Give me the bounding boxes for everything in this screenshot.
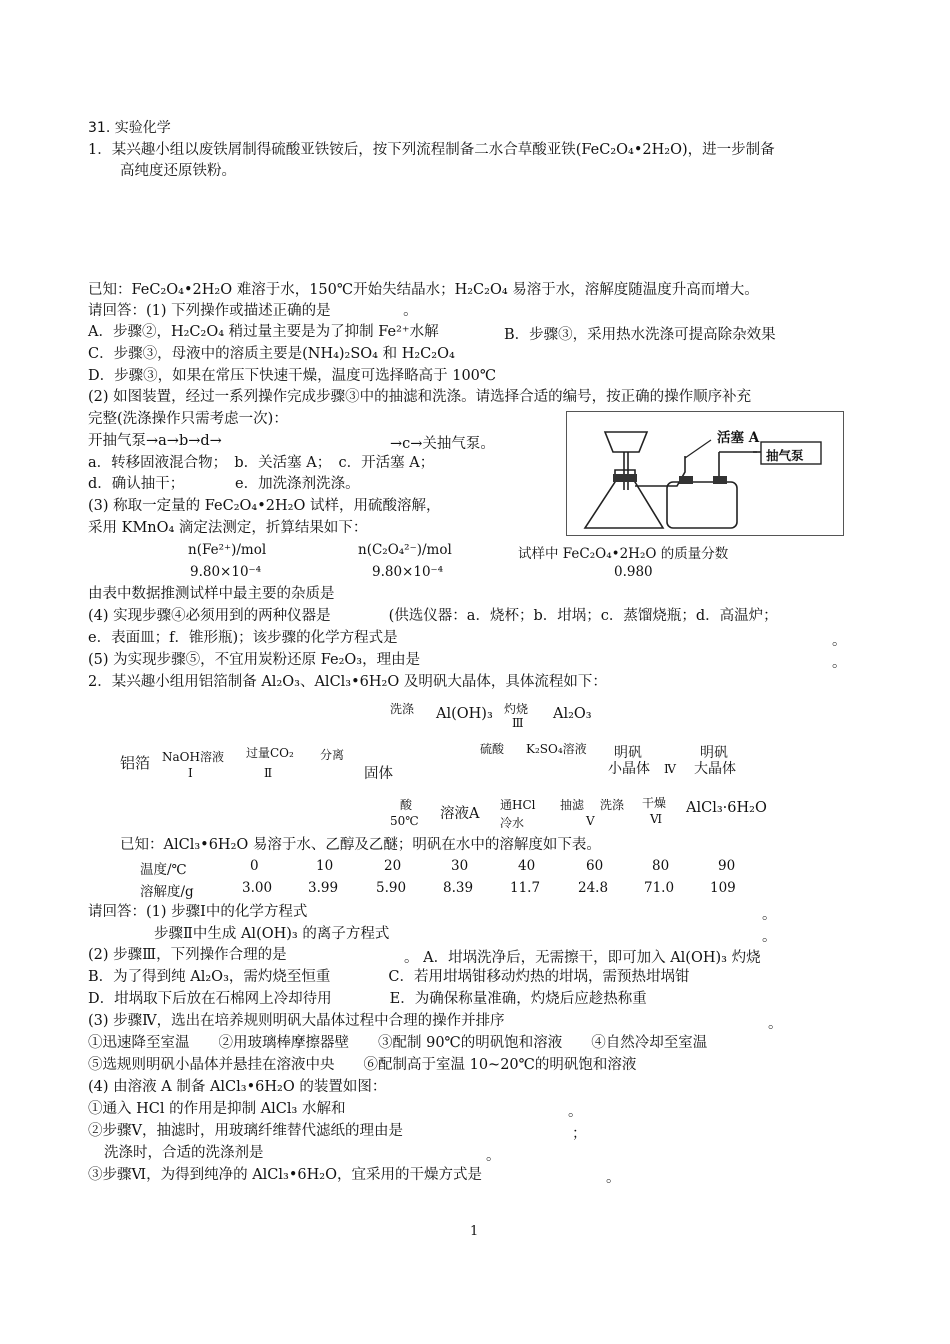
q2-part2-a: (2) 步骤Ⅲ，下列操作合理的是 bbox=[88, 947, 287, 963]
flow-separate: 分离 bbox=[320, 748, 345, 762]
flow-alcl3: AlCl₃·6H₂O bbox=[686, 800, 767, 816]
apparatus-drawing bbox=[567, 412, 843, 535]
flow-50c: 50℃ bbox=[390, 814, 419, 828]
q2-part2-a-option: 。 A．坩埚洗净后，无需擦干，即可加入 Al(OH)₃ 灼烧 bbox=[404, 950, 761, 966]
q2-part4-c-period: 。 bbox=[486, 1148, 501, 1164]
q1-part2-c1: 开抽气泵→a→b→d→ bbox=[88, 433, 222, 449]
flow-step5: Ⅴ bbox=[586, 814, 595, 828]
flow-naoh: NaOH溶液 bbox=[162, 750, 224, 764]
q2-part4: (4) 由溶液 A 制备 AlCl₃•6H₂O 的装置如图： bbox=[88, 1079, 387, 1095]
flow-k2so4: K₂SO₄溶液 bbox=[526, 742, 587, 756]
q1-option-b: B．步骤③，采用热水洗涤可提高除杂效果 bbox=[504, 327, 776, 343]
temperature-cell: 20 bbox=[384, 858, 402, 874]
q2-part4-d-period: 。 bbox=[606, 1170, 621, 1186]
page-number: 1 bbox=[470, 1224, 479, 1239]
flow-al-foil: 铝箔 bbox=[120, 754, 151, 772]
table-value-mass-fraction: 0.980 bbox=[614, 564, 653, 580]
solubility-cell: 5.90 bbox=[376, 880, 407, 896]
temperature-cell: 0 bbox=[250, 858, 259, 874]
table-value-fe: 9.80×10⁻⁴ bbox=[190, 564, 262, 580]
q1-part5-period: 。 bbox=[832, 655, 847, 671]
temperature-cell: 40 bbox=[518, 858, 536, 874]
flow-step6: Ⅵ bbox=[650, 812, 663, 826]
temperature-cell: 60 bbox=[586, 858, 604, 874]
flow-wash2: 洗涤 bbox=[600, 798, 625, 812]
q2-part4-d: ③步骤Ⅵ，为得到纯净的 AlCl₃•6H₂O，宜采用的干燥方式是 bbox=[88, 1167, 482, 1183]
table-value-c2o4: 9.80×10⁻⁴ bbox=[372, 564, 444, 580]
temperature-cell: 90 bbox=[718, 858, 736, 874]
solubility-cell: 109 bbox=[710, 880, 736, 896]
flow-dry: 干燥 bbox=[642, 796, 667, 810]
q1-part2-a: (2) 如图装置，经过一系列操作完成步骤③中的抽滤和洗涤。请选择合适的编号，按正确的操作顺序补充 bbox=[88, 389, 752, 405]
q2-part1-b: 步骤Ⅱ中生成 Al(OH)₃ 的离子方程式 bbox=[154, 926, 390, 942]
q1-part4-b: e．表面皿；f．锥形瓶)；该步骤的化学方程式是 bbox=[88, 630, 398, 646]
q2-part4-a: ①通入 HCl 的作用是抑制 AlCl₃ 水解和 bbox=[88, 1101, 346, 1117]
q2-part1-b-period: 。 bbox=[762, 929, 777, 945]
solubility-temp-label: 温度/℃ bbox=[140, 862, 187, 878]
q1-intro-line1: 1．某兴趣小组以废铁屑制得硫酸亚铁铵后，按下列流程制备二水合草酸亚铁(FeC₂O₄•2H₂O)，进一步制备 bbox=[88, 142, 775, 158]
solubility-cell: 71.0 bbox=[644, 880, 675, 896]
solubility-cell: 3.99 bbox=[308, 880, 339, 896]
table-header-c2o4: n(C₂O₄²⁻)/mol bbox=[358, 542, 452, 558]
flow-solution-a: 溶液A bbox=[440, 806, 480, 822]
flow-step1: Ⅰ bbox=[188, 766, 193, 780]
q1-part2-d: a．转移固液混合物； b．关活塞 A； c．开活塞 A； bbox=[88, 455, 435, 471]
q1-option-c: C．步骤③，母液中的溶质主要是(NH₄)₂SO₄ 和 H₂C₂O₄ bbox=[88, 346, 455, 362]
q2-part3-period: 。 bbox=[768, 1016, 783, 1032]
q2-part4-a-period: 。 bbox=[568, 1104, 583, 1120]
flow-co2: 过量CO₂ bbox=[246, 746, 294, 760]
solubility-cell: 8.39 bbox=[443, 880, 474, 896]
flow-cold-water: 冷水 bbox=[500, 816, 525, 830]
q2-part3-options-1: ①迅速降至室温 ②用玻璃棒摩擦器壁 ③配制 90℃的明矾饱和溶液 ④自然冷却至室温 bbox=[88, 1035, 708, 1051]
flow-h2so4: 硫酸 bbox=[480, 742, 505, 756]
q2-part3-options-2: ⑤选规则明矾小晶体并悬挂在溶液中央 ⑥配制高于室温 10~20℃的明矾饱和溶液 bbox=[88, 1057, 637, 1073]
q1-part4-a: (4) 实现步骤④必须用到的两种仪器是 (供选仪器：a．烧杯；b．坩埚；c．蒸馏烧瓶；d．高温炉； bbox=[88, 608, 778, 624]
q1-part3-c: 由表中数据推测试样中最主要的杂质是 bbox=[88, 586, 335, 602]
flow-filter: 抽滤 bbox=[560, 798, 585, 812]
flow-alum-small-2: 小晶体 bbox=[608, 761, 650, 777]
q1-known: 已知：FeC₂O₄•2H₂O 难溶于水，150℃开始失结晶水；H₂C₂O₄ 易溶于水，溶解度随温度升高而增大。 bbox=[88, 282, 759, 298]
q1-part4-period: 。 bbox=[832, 633, 847, 649]
solubility-value-label: 溶解度/g bbox=[140, 884, 194, 900]
temperature-cell: 80 bbox=[652, 858, 670, 874]
flow-step3: Ⅲ bbox=[512, 716, 524, 730]
flow-aloh3: Al(OH)₃ bbox=[436, 706, 493, 722]
q2-part1-a-period: 。 bbox=[762, 907, 777, 923]
valve-a-label: 活塞 A bbox=[717, 430, 760, 446]
q2-part2-b: B．为了得到纯 Al₂O₃，需灼烧至恒重 C．若用坩埚钳移动灼热的坩埚，需预热坩埚钳 bbox=[88, 969, 690, 985]
pump-label: 抽气泵 bbox=[766, 448, 804, 463]
q2-part4-c: 洗涤时，合适的洗涤剂是 bbox=[104, 1145, 264, 1161]
q1-intro-line2: 高纯度还原铁粉。 bbox=[120, 163, 236, 179]
q2-intro: 2．某兴趣小组用铝箔制备 Al₂O₃、AlCl₃•6H₂O 及明矾大晶体，具体流程如下： bbox=[88, 674, 607, 690]
q1-part2-e: d．确认抽干； e．加洗涤剂洗涤。 bbox=[88, 476, 360, 492]
flow-alum-small-1: 明矾 bbox=[614, 745, 642, 761]
suction-filtration-figure bbox=[566, 411, 844, 536]
flow-al2o3: Al₂O₃ bbox=[553, 706, 592, 722]
table-header-mass-fraction: 试样中 FeC₂O₄•2H₂O 的质量分数 bbox=[518, 546, 729, 562]
q2-part3: (3) 步骤Ⅳ，选出在培养规则明矾大晶体过程中合理的操作并排序 bbox=[88, 1013, 505, 1029]
solubility-cell: 3.00 bbox=[242, 880, 273, 896]
section-title: 31. 实验化学 bbox=[88, 120, 171, 136]
flow-hcl: 通HCl bbox=[500, 798, 536, 812]
flow-wash: 洗涤 bbox=[390, 702, 415, 716]
q2-part1-a: 请回答：(1) 步骤Ⅰ中的化学方程式 bbox=[88, 904, 308, 920]
q2-part4-b-semicolon: ； bbox=[572, 1126, 587, 1142]
q2-part4-b: ②步骤Ⅴ，抽滤时，用玻璃纤维替代滤纸的理由是 bbox=[88, 1123, 403, 1139]
q1-part3-b: 采用 KMnO₄ 滴定法测定，折算结果如下： bbox=[88, 520, 368, 536]
q2-known: 已知：AlCl₃•6H₂O 易溶于水、乙醇及乙醚；明矾在水中的溶解度如下表。 bbox=[120, 837, 601, 853]
q1-part2-b: 完整(洗涤操作只需考虑一次)： bbox=[88, 411, 288, 427]
q1-part1: 请回答：(1) 下列操作或描述正确的是 。 bbox=[88, 303, 418, 319]
temperature-cell: 30 bbox=[451, 858, 469, 874]
flow-burn: 灼烧 bbox=[504, 702, 529, 716]
q1-part3-a: (3) 称取一定量的 FeC₂O₄•2H₂O 试样，用硫酸溶解， bbox=[88, 498, 441, 514]
q2-part2-c: D．坩埚取下后放在石棉网上冷却待用 E．为确保称量准确，灼烧后应趁热称重 bbox=[88, 991, 647, 1007]
flow-step2: Ⅱ bbox=[264, 766, 273, 780]
flow-step4: Ⅳ bbox=[664, 762, 676, 776]
temperature-cell: 10 bbox=[316, 858, 334, 874]
q1-option-a: A．步骤②，H₂C₂O₄ 稍过量主要是为了抑制 Fe²⁺水解 bbox=[88, 324, 439, 340]
flow-solid: 固体 bbox=[364, 766, 393, 782]
flow-alum-big-2: 大晶体 bbox=[694, 761, 736, 777]
flow-acid: 酸 bbox=[400, 798, 413, 812]
q1-option-d: D．步骤③，如果在常压下快速干燥，温度可选择略高于 100℃ bbox=[88, 368, 497, 384]
q1-part2-c2: →c→关抽气泵。 bbox=[390, 436, 495, 452]
q1-part5: (5) 为实现步骤⑤，不宜用炭粉还原 Fe₂O₃，理由是 bbox=[88, 652, 421, 668]
flow-alum-big-1: 明矾 bbox=[700, 745, 728, 761]
solubility-cell: 11.7 bbox=[510, 880, 541, 896]
table-header-fe: n(Fe²⁺)/mol bbox=[188, 542, 267, 558]
solubility-cell: 24.8 bbox=[578, 880, 609, 896]
